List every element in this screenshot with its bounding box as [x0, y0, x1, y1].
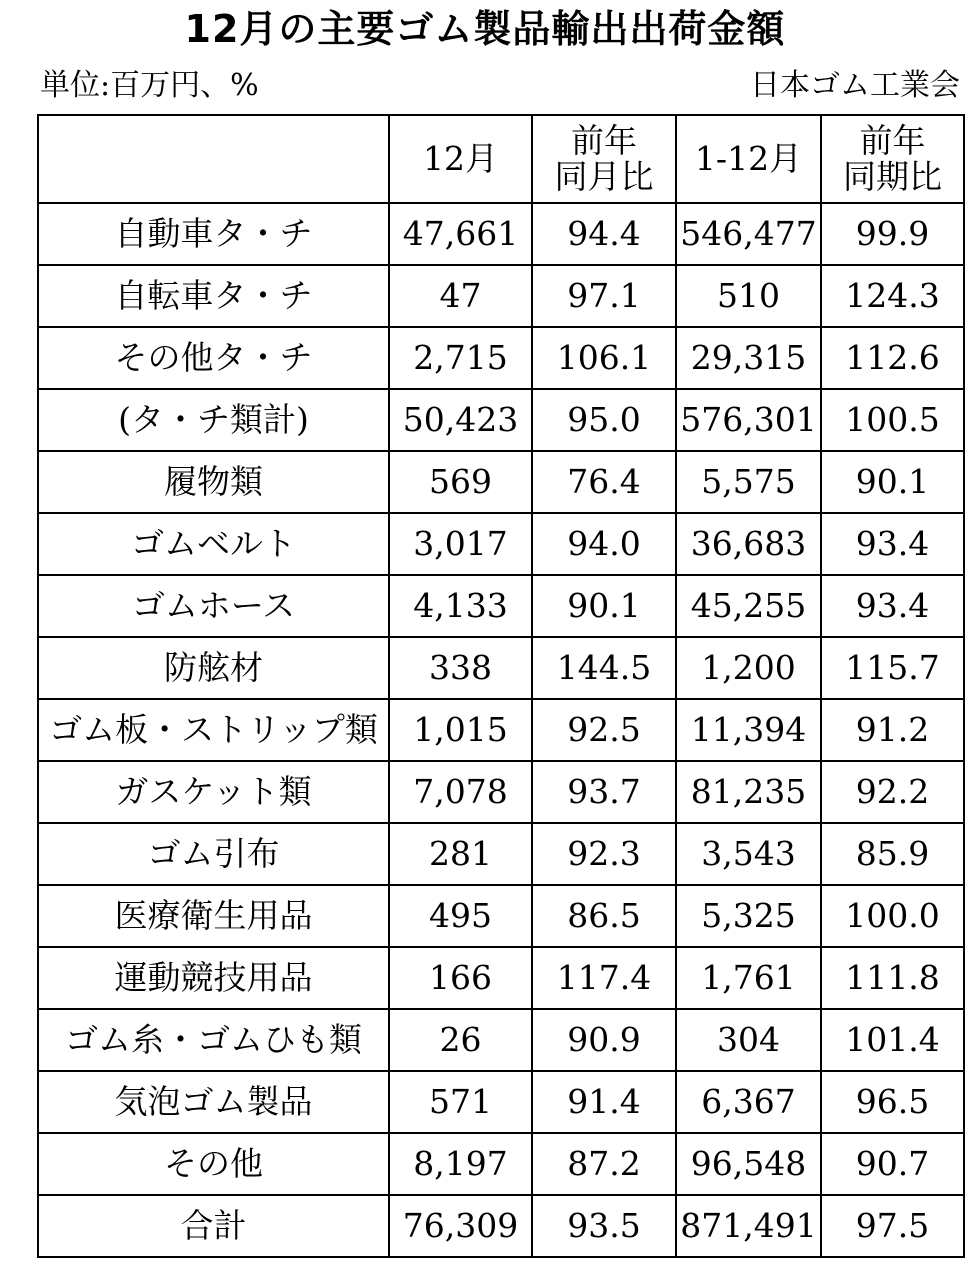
table-row	[38, 575, 964, 637]
row-ytd-yoy-value: 101.4	[821, 1009, 964, 1071]
table-row	[38, 947, 964, 1009]
row-name-cell: ゴム引布	[38, 823, 389, 885]
table-row	[38, 203, 964, 265]
table-row	[38, 1133, 964, 1195]
row-ytd-yoy-value: 100.5	[821, 389, 964, 451]
row-dec-yoy-value: 86.5	[532, 885, 676, 947]
unit-label: 単位:百万円、%	[40, 68, 259, 103]
row-dec-yoy-value: 93.5	[532, 1195, 676, 1257]
row-ytd-yoy-value: 93.4	[821, 513, 964, 575]
table-row	[38, 513, 964, 575]
row-ytd-yoy-value: 97.5	[821, 1195, 964, 1257]
row-dec-yoy-value: 91.4	[532, 1071, 676, 1133]
row-name-cell: ゴム糸・ゴムひも類	[38, 1009, 389, 1071]
header-ytd-yoy-line2: 同期比	[843, 157, 942, 196]
header-dec-yoy-line1: 前年	[571, 121, 637, 160]
table-header	[38, 115, 964, 203]
row-name-cell: ガスケット類	[38, 761, 389, 823]
row-dec-value: 47,661	[389, 203, 532, 265]
row-ytd-yoy-value: 93.4	[821, 575, 964, 637]
row-name-cell: (タ・チ類計)	[38, 389, 389, 451]
table-row	[38, 265, 964, 327]
row-ytd-yoy-value: 124.3	[821, 265, 964, 327]
row-ytd-value: 29,315	[676, 327, 821, 389]
row-dec-yoy-value: 144.5	[532, 637, 676, 699]
row-name-cell: 医療衛生用品	[38, 885, 389, 947]
row-dec-value: 2,715	[389, 327, 532, 389]
row-ytd-value: 3,543	[676, 823, 821, 885]
row-ytd-value: 45,255	[676, 575, 821, 637]
page-title: 12月の主要ゴム製品輸出出荷金額	[184, 7, 786, 51]
row-dec-yoy-value: 106.1	[532, 327, 676, 389]
row-ytd-value: 304	[676, 1009, 821, 1071]
row-dec-yoy-value: 90.9	[532, 1009, 676, 1071]
table-row	[38, 699, 964, 761]
row-dec-yoy-value: 93.7	[532, 761, 676, 823]
header-row	[38, 115, 964, 203]
row-dec-value: 1,015	[389, 699, 532, 761]
header-item	[38, 115, 389, 203]
row-ytd-value: 36,683	[676, 513, 821, 575]
row-name-cell: 気泡ゴム製品	[38, 1071, 389, 1133]
row-name-cell: 履物類	[38, 451, 389, 513]
row-name-cell: 自転車タ・チ	[38, 265, 389, 327]
row-ytd-yoy-value: 85.9	[821, 823, 964, 885]
table-body	[38, 203, 964, 1257]
table-row	[38, 1195, 964, 1257]
table-row	[38, 1071, 964, 1133]
header-ytd-yoy	[821, 115, 964, 203]
row-ytd-value: 6,367	[676, 1071, 821, 1133]
row-dec-value: 26	[389, 1009, 532, 1071]
row-dec-yoy-value: 95.0	[532, 389, 676, 451]
header-ytd: 1-12月	[676, 115, 821, 203]
header-dec-yoy	[532, 115, 676, 203]
row-ytd-value: 96,548	[676, 1133, 821, 1195]
row-ytd-value: 11,394	[676, 699, 821, 761]
row-name-cell: 自動車タ・チ	[38, 203, 389, 265]
row-ytd-yoy-value: 111.8	[821, 947, 964, 1009]
row-dec-yoy-value: 90.1	[532, 575, 676, 637]
header-dec: 12月	[389, 115, 532, 203]
row-dec-value: 8,197	[389, 1133, 532, 1195]
row-ytd-yoy-value: 99.9	[821, 203, 964, 265]
row-dec-value: 7,078	[389, 761, 532, 823]
row-ytd-yoy-value: 115.7	[821, 637, 964, 699]
row-ytd-value: 1,761	[676, 947, 821, 1009]
row-dec-value: 3,017	[389, 513, 532, 575]
row-name-cell: その他	[38, 1133, 389, 1195]
row-name-cell: 合計	[38, 1195, 389, 1257]
row-dec-value: 338	[389, 637, 532, 699]
row-ytd-value: 546,477	[676, 203, 821, 265]
row-name-cell: 防舷材	[38, 637, 389, 699]
row-dec-yoy-value: 92.5	[532, 699, 676, 761]
table-row	[38, 823, 964, 885]
row-name-cell: 運動競技用品	[38, 947, 389, 1009]
row-dec-yoy-value: 94.4	[532, 203, 676, 265]
row-dec-yoy-value: 87.2	[532, 1133, 676, 1195]
row-dec-yoy-value: 92.3	[532, 823, 676, 885]
row-name-cell: ゴムホース	[38, 575, 389, 637]
row-ytd-value: 5,325	[676, 885, 821, 947]
header-ytd-yoy-line1: 前年	[859, 121, 926, 160]
row-ytd-value: 871,491	[676, 1195, 821, 1257]
row-ytd-value: 1,200	[676, 637, 821, 699]
row-dec-value: 50,423	[389, 389, 532, 451]
row-dec-yoy-value: 76.4	[532, 451, 676, 513]
row-ytd-value: 81,235	[676, 761, 821, 823]
row-dec-value: 281	[389, 823, 532, 885]
row-ytd-yoy-value: 90.1	[821, 451, 964, 513]
row-dec-value: 47	[389, 265, 532, 327]
row-ytd-value: 5,575	[676, 451, 821, 513]
row-ytd-yoy-value: 100.0	[821, 885, 964, 947]
row-ytd-yoy-value: 92.2	[821, 761, 964, 823]
table-row	[38, 885, 964, 947]
table-row	[38, 389, 964, 451]
row-dec-value: 4,133	[389, 575, 532, 637]
row-ytd-value: 510	[676, 265, 821, 327]
row-name-cell: ゴムベルト	[38, 513, 389, 575]
row-dec-value: 569	[389, 451, 532, 513]
row-ytd-yoy-value: 90.7	[821, 1133, 964, 1195]
row-ytd-yoy-value: 96.5	[821, 1071, 964, 1133]
table-row	[38, 637, 964, 699]
table-row	[38, 327, 964, 389]
table-row	[38, 761, 964, 823]
row-ytd-value: 576,301	[676, 389, 821, 451]
row-dec-yoy-value: 94.0	[532, 513, 676, 575]
source-label: 日本ゴム工業会	[750, 68, 960, 103]
export-shipments-table	[37, 114, 965, 1258]
row-dec-yoy-value: 117.4	[532, 947, 676, 1009]
row-dec-value: 76,309	[389, 1195, 532, 1257]
header-dec-yoy-line2: 同月比	[554, 157, 654, 196]
row-dec-value: 166	[389, 947, 532, 1009]
row-name-cell: ゴム板・ストリップ類	[38, 699, 389, 761]
row-name-cell: その他タ・チ	[38, 327, 389, 389]
row-dec-yoy-value: 97.1	[532, 265, 676, 327]
row-ytd-yoy-value: 91.2	[821, 699, 964, 761]
row-dec-value: 495	[389, 885, 532, 947]
table-row	[38, 451, 964, 513]
table-row	[38, 1009, 964, 1071]
row-ytd-yoy-value: 112.6	[821, 327, 964, 389]
row-dec-value: 571	[389, 1071, 532, 1133]
